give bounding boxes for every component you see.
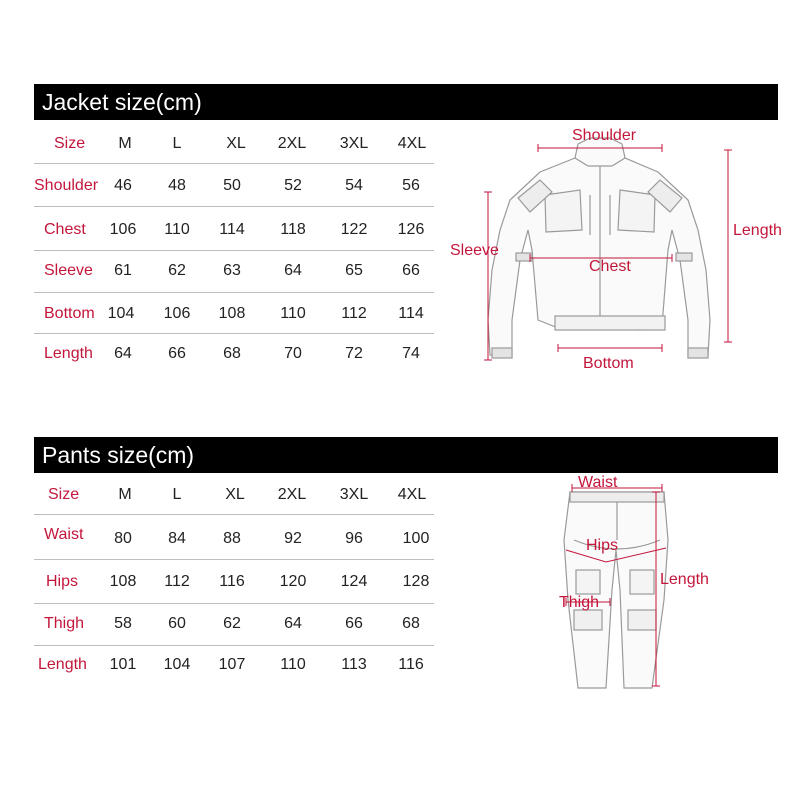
row-label: Hips (46, 573, 79, 590)
jacket-size-2xl: 2XL (277, 135, 307, 152)
row-label: Bottom (44, 305, 95, 322)
pants-diagram-hips-label: Hips (586, 537, 619, 554)
jacket-diagram-bottom-label: Bottom (583, 355, 634, 372)
cell: 110 (164, 221, 190, 238)
row-label: Length (44, 345, 93, 362)
cell: 62 (168, 262, 186, 279)
row-divider (34, 645, 434, 646)
jacket-diagram-length-label: Length (733, 222, 782, 239)
pants-size-xl: XL (225, 486, 245, 503)
cell: 88 (223, 530, 241, 547)
jacket-size-3xl: 3XL (339, 135, 369, 152)
jacket-row-shoulder (34, 177, 434, 221)
pants-header-row (34, 486, 434, 530)
jacket-title-bar (34, 84, 778, 120)
cell: 50 (223, 177, 241, 194)
jacket-row-length (34, 345, 434, 389)
cell: 126 (397, 221, 425, 238)
cell: 48 (168, 177, 186, 194)
cell: 52 (284, 177, 302, 194)
jacket-row-chest (34, 221, 434, 265)
row-label: Sleeve (44, 262, 93, 279)
cell: 46 (114, 177, 132, 194)
pants-header-label: Size (48, 486, 80, 503)
pants-size-l: L (172, 486, 182, 503)
cell: 64 (114, 345, 132, 362)
cell: 112 (341, 305, 367, 322)
row-label: Waist (44, 526, 84, 543)
cell: 74 (402, 345, 420, 362)
pants-row-thigh (34, 615, 434, 659)
jacket-diagram-chest-label: Chest (589, 258, 631, 275)
cell: 66 (345, 615, 363, 632)
pants-diagram (540, 470, 740, 700)
pants-diagram-length-label: Length (660, 571, 709, 588)
cell: 108 (109, 573, 137, 590)
jacket-header-row (34, 135, 434, 179)
cell: 72 (345, 345, 363, 362)
cell: 100 (402, 530, 430, 547)
cell: 64 (284, 262, 302, 279)
row-label: Length (38, 656, 87, 673)
cell: 110 (280, 656, 306, 673)
jacket-diagram-shoulder-label: Shoulder (572, 127, 637, 144)
row-divider (34, 163, 434, 164)
jacket-size-m: M (118, 135, 132, 152)
cell: 65 (345, 262, 363, 279)
row-divider (34, 250, 434, 251)
cell: 114 (398, 305, 424, 322)
cell: 128 (402, 573, 430, 590)
cell: 63 (223, 262, 241, 279)
cell: 108 (218, 305, 246, 322)
cell: 107 (218, 656, 246, 673)
row-divider (34, 333, 434, 334)
row-label: Shoulder (34, 177, 99, 194)
cell: 62 (223, 615, 241, 632)
jacket-row-bottom (34, 305, 434, 349)
cell: 116 (219, 573, 245, 590)
cell: 96 (345, 530, 363, 547)
cell: 106 (109, 221, 137, 238)
cell: 61 (114, 262, 132, 279)
cell: 113 (341, 656, 367, 673)
row-label: Chest (44, 221, 86, 238)
row-divider (34, 206, 434, 207)
cell: 114 (219, 221, 245, 238)
cell: 101 (109, 656, 137, 673)
pants-title-bar (34, 437, 778, 473)
cell: 120 (279, 573, 307, 590)
cell: 64 (284, 615, 302, 632)
cell: 104 (107, 305, 135, 322)
cell: 70 (284, 345, 302, 362)
cell: 112 (164, 573, 190, 590)
cell: 68 (402, 615, 420, 632)
cell: 116 (398, 656, 424, 673)
cell: 56 (402, 177, 420, 194)
pants-size-m: M (118, 486, 132, 503)
row-divider (34, 603, 434, 604)
row-divider (34, 559, 434, 560)
cell: 92 (284, 530, 302, 547)
cell: 80 (114, 530, 132, 547)
jacket-size-l: L (172, 135, 182, 152)
cell: 104 (163, 656, 191, 673)
cell: 60 (168, 615, 186, 632)
cell: 124 (340, 573, 368, 590)
jacket-diagram-sleeve-label: Sleeve (450, 242, 499, 259)
cell: 106 (163, 305, 191, 322)
cell: 66 (402, 262, 420, 279)
cell: 110 (280, 305, 306, 322)
cell: 122 (340, 221, 368, 238)
pants-size-2xl: 2XL (277, 486, 307, 503)
row-divider (34, 292, 434, 293)
pants-size-4xl: 4XL (397, 486, 427, 503)
cell: 58 (114, 615, 132, 632)
jacket-row-sleeve (34, 262, 434, 306)
pants-diagram-thigh-label: Thigh (559, 594, 600, 611)
jacket-header-label: Size (54, 135, 86, 152)
cell: 84 (168, 530, 186, 547)
pants-row-length (34, 656, 434, 700)
pants-size-3xl: 3XL (339, 486, 369, 503)
jacket-size-4xl: 4XL (397, 135, 427, 152)
cell: 54 (345, 177, 363, 194)
row-divider (34, 514, 434, 515)
pants-row-hips (34, 573, 434, 617)
pants-diagram-waist-label: Waist (578, 474, 618, 491)
jacket-title: Jacket size(cm) (42, 89, 202, 115)
cell: 118 (280, 221, 306, 238)
row-label: Thigh (44, 615, 85, 632)
cell: 66 (168, 345, 186, 362)
pants-title: Pants size(cm) (42, 442, 195, 468)
pants-row-waist (34, 526, 434, 570)
jacket-size-xl: XL (226, 135, 246, 152)
cell: 68 (223, 345, 241, 362)
